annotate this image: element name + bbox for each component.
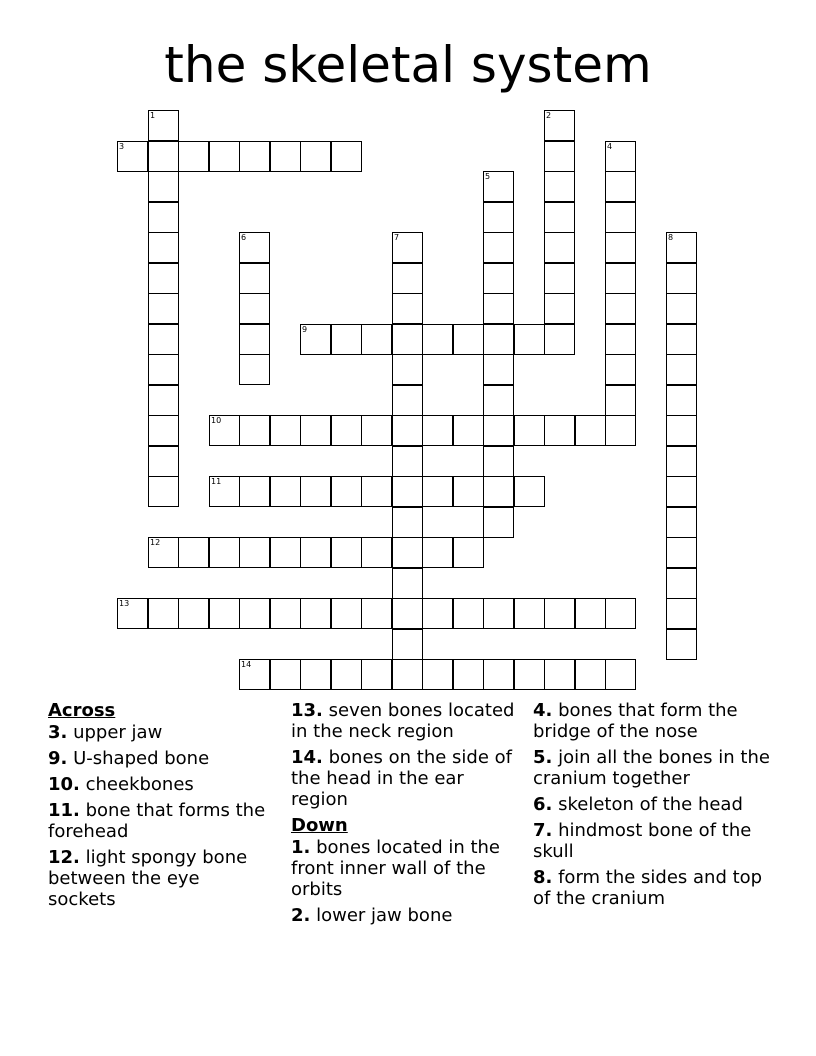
clue-number: 1	[150, 111, 156, 120]
clue-item	[291, 700, 516, 742]
grid-cell[interactable]	[270, 415, 301, 446]
grid-cell[interactable]	[483, 659, 514, 690]
grid-cell[interactable]	[239, 598, 270, 629]
grid-cell[interactable]	[239, 141, 270, 172]
down-clue-list-continued	[533, 700, 773, 909]
grid-cell[interactable]	[544, 110, 575, 141]
clue-item	[48, 800, 268, 842]
clue-number: 2	[546, 111, 552, 120]
grid-cell[interactable]	[148, 232, 179, 263]
grid-cell[interactable]	[666, 415, 697, 446]
clue-item-number: 3.	[48, 722, 68, 743]
clue-item	[48, 847, 268, 910]
grid-cell[interactable]	[148, 446, 179, 477]
grid-cell[interactable]	[666, 537, 697, 568]
grid-cell[interactable]	[666, 598, 697, 629]
grid-cell[interactable]	[483, 415, 514, 446]
grid-cell[interactable]	[361, 537, 392, 568]
grid-cell[interactable]	[270, 476, 301, 507]
across-clue-list	[48, 722, 268, 910]
clue-number: 12	[150, 538, 161, 547]
grid-cell[interactable]	[514, 476, 545, 507]
grid-cell[interactable]	[331, 598, 362, 629]
grid-cell[interactable]	[666, 476, 697, 507]
grid-cell[interactable]	[544, 659, 575, 690]
grid-cell[interactable]	[666, 385, 697, 416]
grid-cell[interactable]	[331, 537, 362, 568]
grid-cell[interactable]	[392, 324, 423, 355]
clue-item-text: join all the bones in the cranium together	[533, 747, 770, 789]
grid-cell[interactable]	[453, 659, 484, 690]
clue-number: 9	[302, 325, 308, 334]
grid-cell[interactable]	[666, 446, 697, 477]
grid-cell[interactable]	[117, 598, 148, 629]
grid-cell[interactable]	[300, 476, 331, 507]
grid-cell[interactable]	[239, 537, 270, 568]
grid-cell[interactable]	[300, 141, 331, 172]
grid-cell[interactable]	[453, 324, 484, 355]
grid-cell[interactable]	[300, 324, 331, 355]
grid-cell[interactable]	[422, 537, 453, 568]
grid-cell[interactable]	[453, 598, 484, 629]
grid-cell[interactable]	[483, 507, 514, 538]
clue-number: 4	[607, 142, 613, 151]
grid-cell[interactable]	[178, 141, 209, 172]
clue-item	[533, 867, 773, 909]
clue-number: 10	[211, 416, 222, 425]
clue-item	[48, 774, 268, 795]
grid-cell[interactable]	[209, 141, 240, 172]
grid-cell[interactable]	[239, 354, 270, 385]
grid-cell[interactable]	[514, 415, 545, 446]
grid-cell[interactable]	[544, 232, 575, 263]
grid-cell[interactable]	[178, 537, 209, 568]
clue-item-text: form the sides and top of the cranium	[533, 867, 763, 909]
grid-cell[interactable]	[117, 141, 148, 172]
clue-item-text: seven bones located in the neck region	[291, 700, 515, 742]
grid-cell[interactable]	[544, 293, 575, 324]
grid-cell[interactable]	[148, 537, 179, 568]
grid-cell[interactable]	[361, 415, 392, 446]
clue-item-number: 4.	[533, 700, 553, 721]
grid-cell[interactable]	[209, 415, 240, 446]
grid-cell[interactable]	[270, 598, 301, 629]
clue-item-text: cheekbones	[79, 774, 194, 795]
grid-cell[interactable]	[666, 568, 697, 599]
grid-cell[interactable]	[666, 324, 697, 355]
grid-cell[interactable]	[453, 415, 484, 446]
grid-cell[interactable]	[575, 598, 606, 629]
grid-cell[interactable]	[392, 263, 423, 294]
grid-cell[interactable]	[239, 476, 270, 507]
clue-item-number: 12.	[48, 847, 80, 868]
grid-cell[interactable]	[422, 324, 453, 355]
grid-cell[interactable]	[270, 537, 301, 568]
grid-cell[interactable]	[361, 324, 392, 355]
grid-cell[interactable]	[514, 598, 545, 629]
grid-cell[interactable]	[392, 415, 423, 446]
clue-number: 14	[241, 660, 252, 669]
puzzle-title: the skeletal system	[164, 36, 652, 94]
grid-cell[interactable]	[605, 659, 636, 690]
grid-cell[interactable]	[331, 324, 362, 355]
grid-cell[interactable]	[544, 171, 575, 202]
grid-cell[interactable]	[483, 171, 514, 202]
grid-cell[interactable]	[544, 598, 575, 629]
grid-cell[interactable]	[361, 476, 392, 507]
grid-cell[interactable]	[392, 232, 423, 263]
grid-cell[interactable]	[392, 537, 423, 568]
grid-cell[interactable]	[605, 293, 636, 324]
grid-cell[interactable]	[331, 415, 362, 446]
grid-cell[interactable]	[392, 629, 423, 660]
grid-cell[interactable]	[514, 659, 545, 690]
grid-cell[interactable]	[422, 476, 453, 507]
grid-cell[interactable]	[148, 202, 179, 233]
grid-cell[interactable]	[209, 598, 240, 629]
grid-cell[interactable]	[666, 507, 697, 538]
grid-cell[interactable]	[605, 263, 636, 294]
grid-cell[interactable]	[148, 263, 179, 294]
grid-cell[interactable]	[483, 293, 514, 324]
clue-item-number: 2.	[291, 905, 311, 926]
grid-cell[interactable]	[392, 568, 423, 599]
grid-cell[interactable]	[483, 324, 514, 355]
grid-cell[interactable]	[453, 537, 484, 568]
clue-number: 3	[119, 142, 125, 151]
grid-cell[interactable]	[605, 171, 636, 202]
across-clue-list-continued	[291, 700, 516, 810]
grid-cell[interactable]	[392, 476, 423, 507]
grid-cell[interactable]	[239, 232, 270, 263]
clue-item-number: 5.	[533, 747, 553, 768]
grid-cell[interactable]	[392, 659, 423, 690]
clue-item-number: 10.	[48, 774, 80, 795]
grid-cell[interactable]	[605, 141, 636, 172]
grid-cell[interactable]	[361, 659, 392, 690]
clue-item	[291, 905, 516, 926]
grid-cell[interactable]	[392, 385, 423, 416]
grid-cell[interactable]	[148, 354, 179, 385]
grid-cell[interactable]	[483, 476, 514, 507]
grid-cell[interactable]	[422, 598, 453, 629]
clue-number: 13	[119, 599, 130, 608]
grid-cell[interactable]	[605, 324, 636, 355]
grid-cell[interactable]	[392, 598, 423, 629]
grid-cell[interactable]	[483, 598, 514, 629]
clue-item-number: 9.	[48, 748, 68, 769]
grid-cell[interactable]	[148, 293, 179, 324]
grid-cell[interactable]	[178, 598, 209, 629]
grid-cell[interactable]	[148, 415, 179, 446]
grid-cell[interactable]	[575, 659, 606, 690]
grid-cell[interactable]	[239, 263, 270, 294]
clue-item	[533, 820, 773, 862]
clue-item-text: upper jaw	[67, 722, 163, 743]
grid-cell[interactable]	[300, 415, 331, 446]
grid-cell[interactable]	[270, 659, 301, 690]
clue-item-text: bones that form the bridge of the nose	[533, 700, 738, 742]
grid-cell[interactable]	[270, 141, 301, 172]
grid-cell[interactable]	[239, 324, 270, 355]
clue-item	[48, 748, 268, 769]
clue-item	[533, 747, 773, 789]
grid-cell[interactable]	[514, 324, 545, 355]
grid-cell[interactable]	[148, 141, 179, 172]
clue-item	[291, 747, 516, 810]
grid-cell[interactable]	[544, 263, 575, 294]
grid-cell[interactable]	[300, 598, 331, 629]
grid-cell[interactable]	[605, 385, 636, 416]
clue-item-text: bone that forms the forehead	[48, 800, 266, 842]
grid-cell[interactable]	[239, 659, 270, 690]
clue-column-3	[533, 700, 773, 914]
clue-item-number: 7.	[533, 820, 553, 841]
grid-cell[interactable]	[392, 293, 423, 324]
clue-item	[533, 794, 773, 815]
grid-cell[interactable]	[605, 354, 636, 385]
clue-item-number: 11.	[48, 800, 80, 821]
grid-cell[interactable]	[666, 293, 697, 324]
grid-cell[interactable]	[605, 202, 636, 233]
grid-cell[interactable]	[666, 263, 697, 294]
grid-cell[interactable]	[483, 263, 514, 294]
grid-cell[interactable]	[483, 202, 514, 233]
grid-cell[interactable]	[392, 507, 423, 538]
clue-item-number: 14.	[291, 747, 323, 768]
grid-cell[interactable]	[605, 415, 636, 446]
grid-cell[interactable]	[209, 537, 240, 568]
grid-cell[interactable]	[392, 354, 423, 385]
grid-cell[interactable]	[148, 385, 179, 416]
clue-column-1	[48, 700, 268, 915]
clue-item	[48, 722, 268, 743]
clue-item-number: 6.	[533, 794, 553, 815]
grid-cell[interactable]	[300, 659, 331, 690]
clue-number: 7	[394, 233, 400, 242]
clue-item-text: bones on the side of the head in the ear region	[291, 747, 512, 810]
down-heading: Down	[291, 815, 348, 836]
grid-cell[interactable]	[148, 110, 179, 141]
grid-cell[interactable]	[666, 629, 697, 660]
grid-cell[interactable]	[148, 324, 179, 355]
grid-cell[interactable]	[422, 415, 453, 446]
down-clue-list	[291, 837, 516, 926]
grid-cell[interactable]	[300, 537, 331, 568]
across-heading: Across	[48, 700, 116, 721]
grid-cell[interactable]	[148, 171, 179, 202]
clue-item-text: bones located in the front inner wall of the orbits	[291, 837, 501, 900]
grid-cell[interactable]	[453, 476, 484, 507]
grid-cell[interactable]	[605, 232, 636, 263]
clue-item-text: light spongy bone between the eye sockets	[48, 847, 248, 910]
grid-cell[interactable]	[544, 141, 575, 172]
clue-item-number: 8.	[533, 867, 553, 888]
grid-cell[interactable]	[483, 385, 514, 416]
grid-cell[interactable]	[544, 324, 575, 355]
grid-cell[interactable]	[331, 476, 362, 507]
clue-item-number: 1.	[291, 837, 311, 858]
grid-cell[interactable]	[361, 598, 392, 629]
clue-item	[533, 700, 773, 742]
grid-cell[interactable]	[483, 232, 514, 263]
grid-cell[interactable]	[483, 354, 514, 385]
clue-item-text: hindmost bone of the skull	[533, 820, 752, 862]
grid-cell[interactable]	[148, 476, 179, 507]
grid-cell[interactable]	[331, 141, 362, 172]
grid-cell[interactable]	[209, 476, 240, 507]
clue-item-text: lower jaw bone	[310, 905, 453, 926]
grid-cell[interactable]	[544, 415, 575, 446]
grid-cell[interactable]	[331, 659, 362, 690]
grid-cell[interactable]	[575, 415, 606, 446]
grid-cell[interactable]	[666, 354, 697, 385]
grid-cell[interactable]	[239, 293, 270, 324]
grid-cell[interactable]	[666, 232, 697, 263]
grid-cell[interactable]	[239, 415, 270, 446]
clue-item-text: skeleton of the head	[552, 794, 743, 815]
clue-number: 8	[668, 233, 674, 242]
grid-cell[interactable]	[605, 598, 636, 629]
grid-cell[interactable]	[544, 202, 575, 233]
clue-item	[291, 837, 516, 900]
grid-cell[interactable]	[483, 446, 514, 477]
grid-cell[interactable]	[392, 446, 423, 477]
grid-cell[interactable]	[422, 659, 453, 690]
clue-number: 6	[241, 233, 247, 242]
clue-number: 11	[211, 477, 222, 486]
grid-cell[interactable]	[148, 598, 179, 629]
clue-item-text: U-shaped bone	[67, 748, 210, 769]
clue-number: 5	[485, 172, 491, 181]
clue-column-2	[291, 700, 516, 931]
clue-item-number: 13.	[291, 700, 323, 721]
